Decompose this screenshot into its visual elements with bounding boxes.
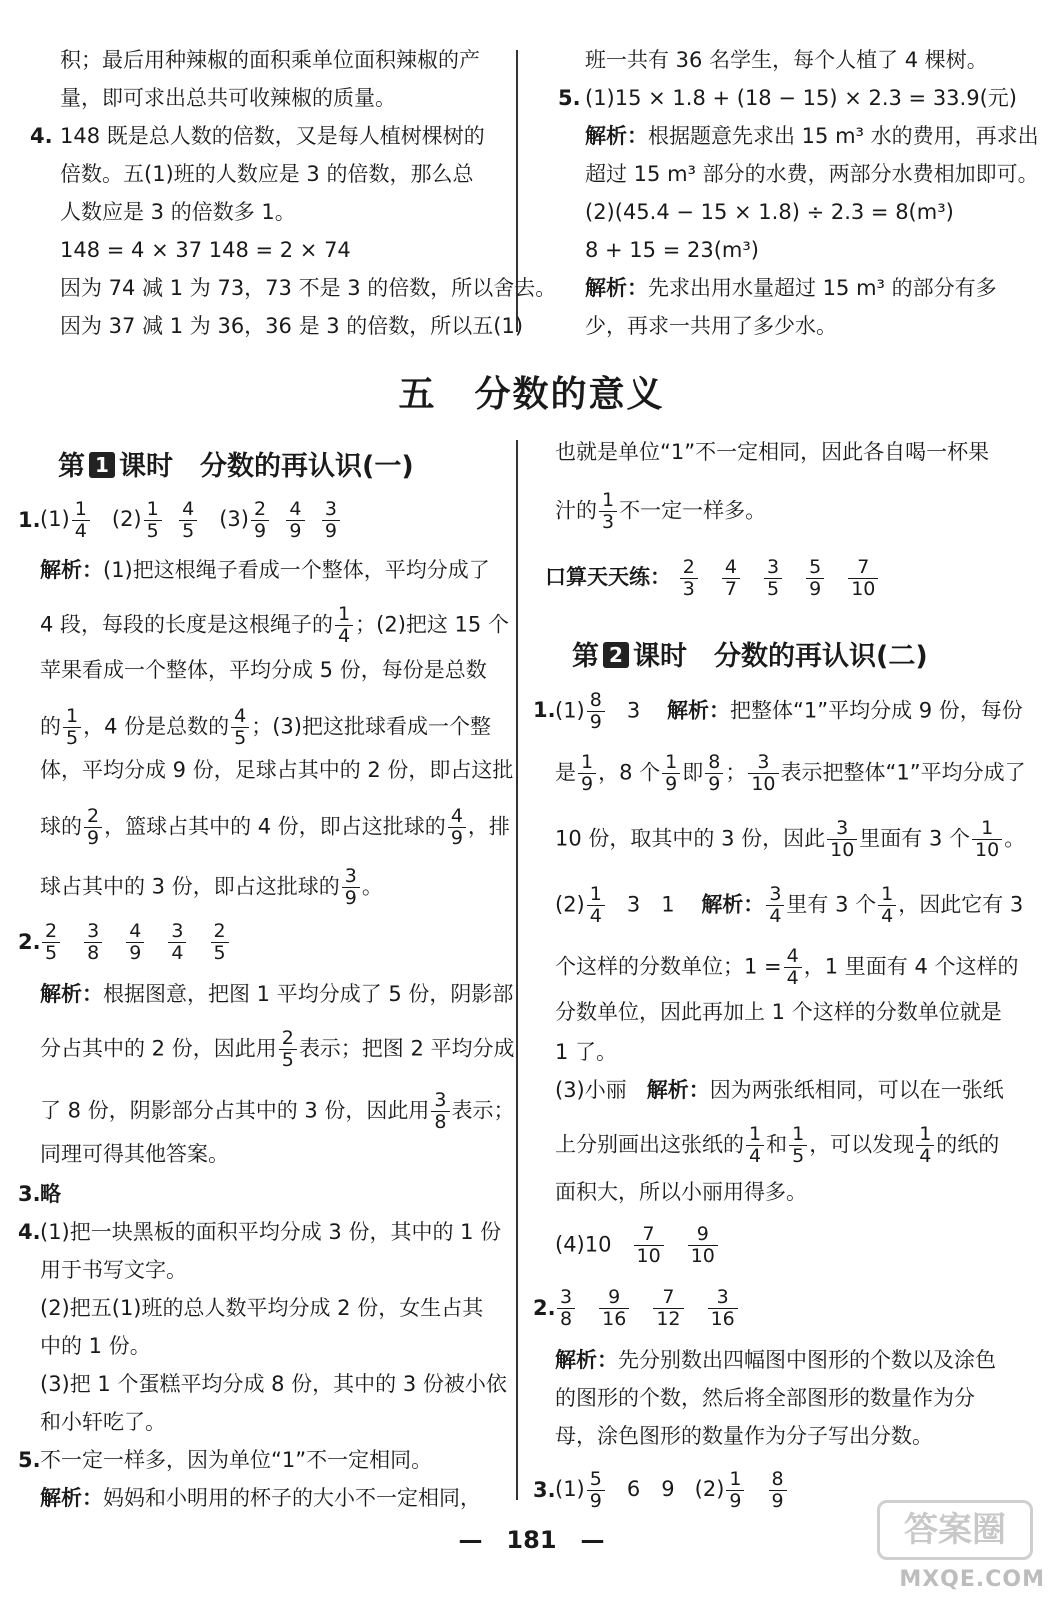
mental-math-label: 口算天天练： xyxy=(545,565,671,589)
analysis-label: 解析： xyxy=(646,1078,710,1102)
analysis-label: 解析： xyxy=(40,558,103,582)
text-line: 少，再求一共用了多少水。 xyxy=(585,314,837,338)
text-line xyxy=(40,706,491,749)
text-span: ，篮球占其中的 4 份，即占这批球的 xyxy=(104,814,446,839)
text-line: 不一定一样多，因为单位“1”不一定相同。 xyxy=(40,1448,433,1472)
text-line xyxy=(555,1466,789,1512)
text-line: 同理可得其他答案。 xyxy=(40,1142,229,1166)
text-span: 和 xyxy=(766,1132,788,1157)
text-span: ，8 个 xyxy=(598,760,661,785)
text-line: 母，涂色图形的数量作为分子写出分数。 xyxy=(555,1424,933,1448)
analysis-label: 解析： xyxy=(40,982,103,1006)
text-span: ，可以发现 xyxy=(809,1132,915,1157)
text-line: 也就是单位“1”不一定相同，因此各自喝一杯果 xyxy=(555,440,990,464)
fraction: $\frac{2}{5}$ xyxy=(211,921,229,964)
text-line: 量，即可求出总共可收辣椒的质量。 xyxy=(60,86,396,110)
answer-row xyxy=(555,1284,740,1330)
text-span: 汁的 xyxy=(555,498,597,523)
fraction: $\frac{1}{4}$ xyxy=(916,1124,934,1167)
text-span: 3 1 xyxy=(626,892,675,917)
fraction: $\frac{3}{10}$ xyxy=(748,752,778,795)
lesson-heading-2 xyxy=(572,634,928,673)
text-span: 因为两张纸相同，可以在一张纸 xyxy=(709,1078,1004,1102)
text-line: (1)把一块黑板的面积平均分成 3 份，其中的 1 份 xyxy=(40,1220,502,1244)
analysis-label: 解析： xyxy=(585,276,648,300)
text-line xyxy=(555,1224,720,1267)
analysis-label: 解析： xyxy=(555,1348,618,1372)
text-line xyxy=(555,490,766,533)
text-line: 班一共有 36 名学生，每个人植了 4 棵树。 xyxy=(585,48,988,72)
text-line: 1 了。 xyxy=(555,1040,618,1064)
text-line: 用于书写文字。 xyxy=(40,1258,187,1282)
fraction: $\frac{4}{5}$ xyxy=(231,706,249,749)
text-line xyxy=(555,1124,999,1167)
fraction: $\frac{1}{4}$ xyxy=(587,884,605,927)
analysis-label: 解析： xyxy=(701,892,765,917)
text-line xyxy=(555,752,1026,795)
part-label: (1) xyxy=(40,507,70,531)
analysis-label: 解析： xyxy=(666,698,730,723)
text-span: 6 9 xyxy=(626,1477,675,1501)
fraction: $\frac{3}{10}$ xyxy=(827,818,857,861)
text-span: 个这样的分数单位；1 = xyxy=(555,954,782,979)
fraction: $\frac{5}{9}$ xyxy=(587,1469,605,1512)
fraction: $\frac{1}{4}$ xyxy=(72,499,90,542)
part-label: (2) xyxy=(111,507,142,531)
fraction: $\frac{5}{9}$ xyxy=(806,557,824,600)
fraction: $\frac{1}{10}$ xyxy=(972,818,1002,861)
text-span: 即 xyxy=(682,760,704,785)
text-line: 面积大，所以小丽用得多。 xyxy=(555,1180,807,1204)
fraction: $\frac{7}{12}$ xyxy=(653,1287,683,1330)
watermark-text: MXQE.COM xyxy=(899,1567,1045,1592)
text-line: 体，平均分成 9 份，足球占其中的 2 份，即占这批 xyxy=(40,758,514,782)
text-line xyxy=(40,806,510,849)
text-span: (1) xyxy=(555,698,585,723)
fraction: $\frac{1}{4}$ xyxy=(746,1124,764,1167)
text-line xyxy=(585,274,997,302)
question-number: 5. xyxy=(558,86,581,110)
lesson-number-badge: 2 xyxy=(603,642,629,668)
text-line: 倍数。五(1)班的人数应是 3 的倍数，那么总 xyxy=(60,162,474,186)
text-span: 妈妈和小明用的杯子的大小不一定相同， xyxy=(103,1486,481,1510)
lesson-title: 课时 分数的再认识(二) xyxy=(633,641,928,672)
fraction: $\frac{3}{8}$ xyxy=(557,1287,575,1330)
fraction: $\frac{2}{9}$ xyxy=(84,806,102,849)
fraction: $\frac{3}{5}$ xyxy=(764,557,782,600)
text-line: 积；最后用种辣椒的面积乘单位面积辣椒的产 xyxy=(60,48,480,72)
fraction: $\frac{1}{4}$ xyxy=(335,604,353,647)
text-span: 分占其中的 2 份，因此用 xyxy=(40,1036,277,1061)
fraction: $\frac{2}{9}$ xyxy=(251,499,269,542)
text-line xyxy=(40,1484,481,1512)
fraction: $\frac{4}{5}$ xyxy=(179,499,197,542)
fraction: $\frac{4}{4}$ xyxy=(784,946,802,989)
fraction: $\frac{3}{16}$ xyxy=(708,1287,738,1330)
fraction: $\frac{8}{9}$ xyxy=(769,1469,787,1512)
text-span: 10 份，取其中的 3 份，因此 xyxy=(555,826,826,851)
text-line: 148 既是总人数的倍数，又是每人植树棵树的 xyxy=(60,124,485,148)
fraction: $\frac{9}{16}$ xyxy=(599,1287,629,1330)
text-span: 。 xyxy=(1004,826,1026,851)
text-span: ，因此它有 3 xyxy=(898,892,1024,917)
text-span: (2) xyxy=(694,1477,725,1501)
fraction: $\frac{8}{9}$ xyxy=(705,752,723,795)
lesson-pre: 第 xyxy=(58,451,85,482)
question-number: 5. xyxy=(18,1448,41,1472)
lesson-number-badge: 1 xyxy=(89,452,115,478)
text-line: 148 = 4 × 37 148 = 2 × 74 xyxy=(60,238,351,262)
text-span: 球的 xyxy=(40,814,82,839)
text-line xyxy=(40,1090,515,1133)
fraction: $\frac{8}{9}$ xyxy=(587,690,605,733)
text-span: 先求出用水量超过 15 m³ 的部分有多 xyxy=(648,276,997,300)
text-line: 因为 37 减 1 为 36，36 是 3 的倍数，所以五(1) xyxy=(60,314,524,338)
text-line: 因为 74 减 1 为 73，73 不是 3 的倍数，所以舍去。 xyxy=(60,276,557,300)
text-span: (4)10 xyxy=(555,1232,612,1257)
text-span: 的 xyxy=(40,714,61,739)
text-span: (2) xyxy=(555,892,585,917)
watermark-seal: 答案圈 xyxy=(877,1500,1033,1560)
text-line: 分数单位，因此再加上 1 个这样的分数单位就是 xyxy=(555,1000,1002,1024)
answer-row xyxy=(40,496,342,542)
text-span: 先分别数出四幅图中图形的个数以及涂色 xyxy=(618,1348,996,1372)
text-line xyxy=(555,1346,996,1374)
text-span: 表示； xyxy=(451,1098,515,1123)
text-span: ； xyxy=(725,760,747,785)
fraction: $\frac{2}{5}$ xyxy=(279,1028,297,1071)
fraction: $\frac{4}{9}$ xyxy=(448,806,466,849)
fraction: $\frac{9}{10}$ xyxy=(688,1224,718,1267)
question-number: 4. xyxy=(18,1220,41,1244)
text-span: ；(2)把这 15 个 xyxy=(355,612,509,637)
mental-math-row xyxy=(545,552,880,602)
text-span: 上分别画出这张纸的 xyxy=(555,1132,744,1157)
text-span: (1)把这根绳子看成一个整体，平均分成了 xyxy=(103,558,490,582)
fraction: $\frac{2}{3}$ xyxy=(680,557,698,600)
analysis-label: 解析： xyxy=(585,124,648,148)
question-number: 4. xyxy=(30,124,53,148)
text-line: 和小轩吃了。 xyxy=(40,1410,166,1434)
text-span: 表示把整体“1”平均分成了 xyxy=(780,760,1026,785)
text-line xyxy=(555,1076,1004,1104)
text-line xyxy=(40,980,513,1008)
text-line: 的图形的个数，然后将全部图形的数量作为分 xyxy=(555,1386,975,1410)
question-number: 2. xyxy=(533,1296,556,1320)
fraction: $\frac{4}{9}$ xyxy=(286,499,304,542)
text-span: 3 xyxy=(626,698,641,723)
text-span: 的纸的 xyxy=(936,1132,1000,1157)
fraction: $\frac{4}{7}$ xyxy=(722,557,740,600)
text-span: 4 段，每段的长度是这根绳子的 xyxy=(40,612,334,637)
fraction: $\frac{7}{10}$ xyxy=(634,1224,664,1267)
fraction: $\frac{3}{9}$ xyxy=(322,499,340,542)
question-number: 1. xyxy=(18,508,41,532)
text-line xyxy=(555,818,1025,861)
fraction: $\frac{1}{3}$ xyxy=(599,490,617,533)
text-line: (1)15 × 1.8 + (18 − 15) × 2.3 = 33.9(元) xyxy=(585,86,1017,110)
fraction: $\frac{3}{8}$ xyxy=(431,1090,449,1133)
text-line: (3)把 1 个蛋糕平均分成 8 份，其中的 3 份被小依 xyxy=(40,1372,507,1396)
fraction: $\frac{7}{10}$ xyxy=(848,557,878,600)
question-number: 3. xyxy=(18,1182,41,1206)
text-span: 里面有 3 个 xyxy=(859,826,971,851)
text-span: ，排 xyxy=(467,814,510,839)
question-number: 1. xyxy=(533,698,556,722)
part-label: (3) xyxy=(219,507,249,531)
question-number: 2. xyxy=(18,930,41,954)
fraction: $\frac{1}{5}$ xyxy=(789,1124,807,1167)
text-line xyxy=(40,866,383,909)
text-line xyxy=(40,604,509,647)
text-span: 表示；把图 2 平均分成 xyxy=(298,1036,515,1061)
fraction: $\frac{3}{4}$ xyxy=(766,884,784,927)
text-line xyxy=(555,946,1018,989)
chapter-title: 五 分数的意义 xyxy=(398,374,665,415)
text-line: (2)(45.4 − 15 × 1.8) ÷ 2.3 = 8(m³) xyxy=(585,200,954,224)
text-span: 了 8 份，阴影部分占其中的 3 份，因此用 xyxy=(40,1098,430,1123)
fraction: $\frac{1}{4}$ xyxy=(878,884,896,927)
text-span: 不一定一样多。 xyxy=(619,498,767,523)
text-span: 根据图意，把图 1 平均分成了 5 份，阴影部 xyxy=(103,982,514,1006)
text-span: 是 xyxy=(555,760,576,785)
fraction: $\frac{1}{5}$ xyxy=(63,706,81,749)
analysis-label: 解析： xyxy=(40,1486,103,1510)
text-line xyxy=(585,122,1039,150)
text-span: 根据题意先求出 15 m³ 水的费用，再求出 xyxy=(648,124,1039,148)
text-span: 。 xyxy=(361,874,383,899)
text-line: 超过 15 m³ 部分的水费，两部分水费相加即可。 xyxy=(585,162,1039,186)
text-line: (2)把五(1)班的总人数平均分成 2 份，女生占其 xyxy=(40,1296,484,1320)
lesson-heading-1 xyxy=(58,444,414,483)
lesson-title: 课时 分数的再认识(一) xyxy=(119,451,414,482)
fraction: $\frac{3}{8}$ xyxy=(84,921,102,964)
text-line xyxy=(555,690,1023,733)
text-span: 把整体“1”平均分成 9 份，每份 xyxy=(729,698,1023,723)
text-span: 球占其中的 3 份，即占这批球的 xyxy=(40,874,340,899)
text-line: 苹果看成一个整体，平均分成 5 份，每份是总数 xyxy=(40,658,487,682)
text-span: (1) xyxy=(555,1477,585,1501)
text-line xyxy=(555,884,1023,927)
text-line xyxy=(40,1028,515,1071)
text-span: (3)小丽 xyxy=(555,1078,627,1102)
text-line: 略 xyxy=(40,1182,61,1206)
fraction: $\frac{1}{9}$ xyxy=(578,752,596,795)
question-number: 3. xyxy=(533,1478,556,1502)
text-line xyxy=(40,556,490,584)
column-divider-bottom xyxy=(516,440,518,1500)
lesson-pre: 第 xyxy=(572,641,599,672)
fraction: $\frac{3}{4}$ xyxy=(168,921,186,964)
text-line: 8 + 15 = 23(m³) xyxy=(585,238,759,262)
text-line: 中的 1 份。 xyxy=(40,1334,151,1358)
text-span: ，1 里面有 4 个这样的 xyxy=(803,954,1019,979)
text-span: 里有 3 个 xyxy=(786,892,877,917)
fraction: $\frac{1}{9}$ xyxy=(726,1469,744,1512)
page-number: — 181 — xyxy=(458,1526,605,1554)
fraction: $\frac{4}{9}$ xyxy=(126,921,144,964)
text-line: 人数应是 3 的倍数多 1。 xyxy=(60,200,296,224)
fraction: $\frac{3}{9}$ xyxy=(342,866,360,909)
fraction: $\frac{1}{5}$ xyxy=(144,499,162,542)
text-span: ，4 份是总数的 xyxy=(83,714,230,739)
fraction: $\frac{1}{9}$ xyxy=(662,752,680,795)
answer-row xyxy=(40,918,231,964)
text-span: ；(3)把这批球看成一个整 xyxy=(251,714,491,739)
fraction: $\frac{2}{5}$ xyxy=(42,921,60,964)
